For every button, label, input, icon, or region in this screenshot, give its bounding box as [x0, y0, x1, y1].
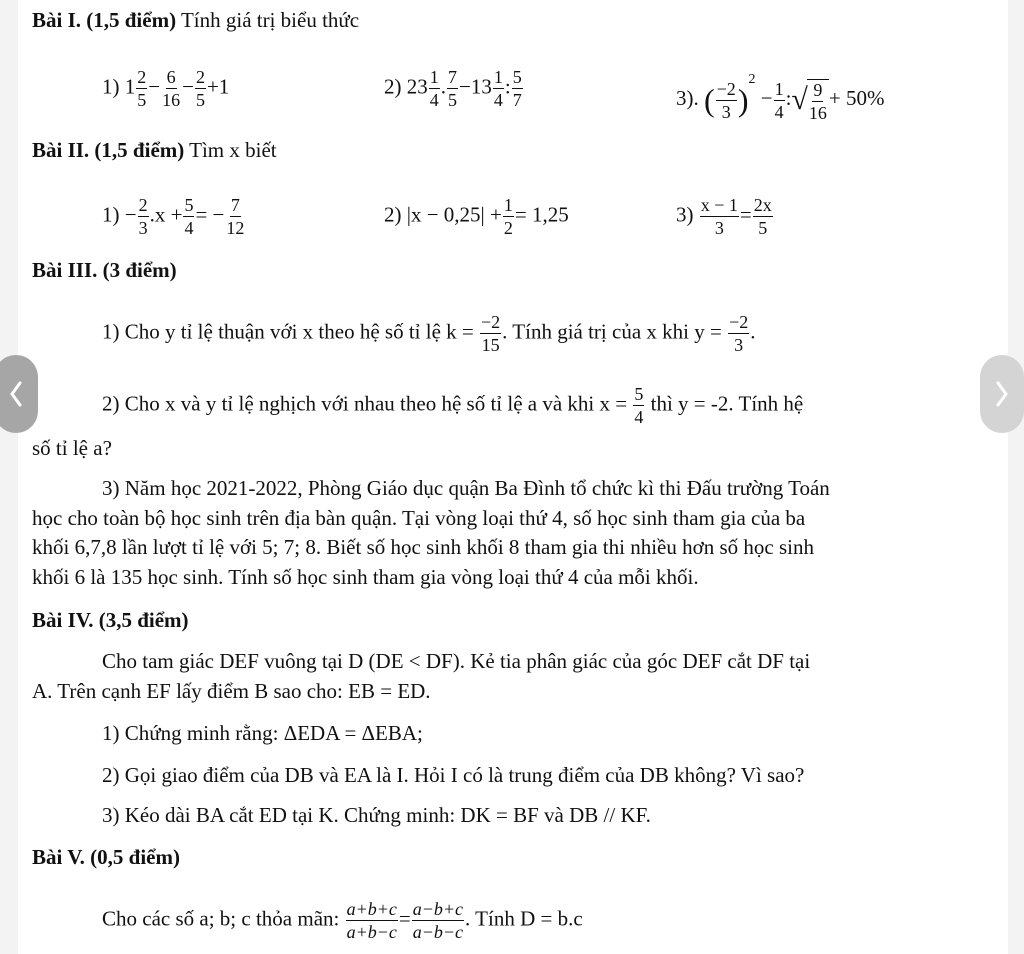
exercise-1-part-1: 1) 1 $\frac{2}{5}$ − $\frac{6}{16}$ − $\frac{2}{5}$ +1 [102, 67, 230, 110]
exercise-5-statement: Cho các số a; b; c thỏa mãn: $\frac{a+b+c}{a+b-c}$ = $\frac{a-b+c}{a-b-c}$ . Tính D = b.c [102, 899, 583, 942]
exercise-1-part-3: 3). ( $\frac{-2}{3}$ )$^2$ − $\frac{1}{4}$ : √ $\frac{9}{16}$ + 50% [676, 72, 885, 123]
part-number: 2) [384, 74, 402, 99]
exercise-4-heading: Bài IV. (3,5 điểm) [32, 608, 189, 632]
fraction: $\frac{5}{4}$ [634, 384, 644, 427]
fraction: $\frac{-2}{3}$ [729, 312, 749, 355]
fraction: $\frac{1}{2}$ [503, 195, 513, 238]
exercise-2-title: Tìm x biết [189, 138, 277, 162]
exercise-1-part-2: 2) 23 $\frac{1}{4}$ . $\frac{7}{5}$ −13 $\frac{1}{4}$ : $\frac{5}{7}$ [384, 67, 522, 110]
fraction: $\frac{1}{4}$ [429, 67, 439, 110]
exercise-1-header [32, 8, 359, 32]
square-root: √ $\frac{9}{16}$ [791, 79, 827, 123]
exercise-3-part-1: 1) Cho y tỉ lệ thuận với x theo hệ số tỉ lệ k = $\frac{-2}{15}$ . Tính giá trị của x khi y = $\frac{-2}{3}$ . [102, 312, 756, 355]
part-number: 1) [102, 74, 120, 99]
fraction: $\frac{6}{16}$ [162, 67, 181, 110]
fraction: $\frac{x - 1}{3}$ [700, 195, 738, 238]
exercise-2-part-2: 2) |x − 0,25| + $\frac{1}{2}$ = 1,25 [384, 195, 569, 238]
document-page [18, 0, 1008, 954]
exercise-4-intro: Cho tam giác DEF vuông tại D (DE < DF). Kẻ tia phân giác của góc DEF cắt DF tại A. Trên cạnh EF lấy điểm B sao cho: EB = ED. [32, 649, 811, 703]
exercise-2-heading: Bài II. (1,5 điểm) [32, 138, 185, 162]
part-number: 3). [676, 86, 699, 110]
fraction: $\frac{2}{3}$ [138, 195, 148, 238]
fraction: $\frac{7}{12}$ [226, 195, 245, 238]
fraction: $\frac{5}{4}$ [184, 195, 194, 238]
exercise-3-part-2-continued: số tỉ lệ a? [32, 436, 112, 460]
exercise-2-part-1: 1) − $\frac{2}{3}$ .x + $\frac{5}{4}$ = − $\frac{7}{12}$ [102, 195, 245, 238]
exercise-3-heading: Bài III. (3 điểm) [32, 258, 177, 282]
exercise-1-heading: Bài I. (1,5 điểm) [32, 8, 177, 32]
exercise-5-heading: Bài V. (0,5 điểm) [32, 845, 180, 869]
exercise-3-part-2: 2) Cho x và y tỉ lệ nghịch với nhau theo hệ số tỉ lệ a và khi x = $\frac{5}{4}$ thì y = -2. Tính hệ [102, 384, 804, 427]
fraction: $\frac{a+b+c}{a+b-c}$ [346, 899, 397, 942]
fraction: $\frac{1}{4}$ [774, 78, 784, 122]
fraction: $\frac{2}{5}$ [137, 67, 147, 110]
exercise-3-part-3: 3) Năm học 2021-2022, Phòng Giáo dục quận Ba Đình tổ chức kì thi Đấu trường Toán học cho toàn bộ học sinh trên địa bàn quận. Tại vòng loại thứ 4, số học sinh tham gia của ba khối 6,7,8 lần lượt tỉ lệ với 5; 7; 8. Biết số học sinh khối 8 tham gia thi nhiều hơn số học sinh khối 6 là 135 học sinh. Tính số học sinh tham gia vòng loại thứ 4 của mỗi khối. [32, 476, 830, 589]
fraction: $\frac{7}{5}$ [448, 67, 457, 110]
fraction: $\frac{5}{7}$ [512, 67, 522, 110]
fraction: $\frac{-2}{15}$ [481, 312, 501, 355]
part-number: 3) [676, 202, 694, 227]
next-page-button[interactable] [980, 355, 1024, 433]
previous-page-button[interactable] [0, 355, 38, 433]
exercise-2-header [32, 138, 277, 162]
fraction: $\frac{1}{4}$ [493, 67, 503, 110]
exercise-4-question-1: 1) Chứng minh rằng: ΔEDA = ΔEBA; [102, 721, 423, 745]
chevron-right-icon [980, 355, 1024, 433]
part-number: 2) [384, 202, 402, 227]
fraction: $\frac{2x}{5}$ [753, 195, 772, 238]
exercise-2-part-3: 3) $\frac{x - 1}{3}$ = $\frac{2x}{5}$ [676, 195, 772, 238]
exercise-4-question-2: 2) Gọi giao điểm của DB và EA là I. Hỏi I có là trung điểm của DB không? Vì sao? [102, 763, 805, 787]
exercise-1-title: Tính giá trị biểu thức [180, 8, 360, 32]
exercise-4-question-3: 3) Kéo dài BA cắt ED tại K. Chứng minh: DK = BF và DB // KF. [102, 803, 651, 827]
fraction: $\frac{9}{16}$ [808, 79, 827, 123]
fraction: $\frac{-2}{3}$ [716, 78, 736, 122]
fraction: $\frac{a-b+c}{a-b-c}$ [412, 899, 464, 942]
part-number: 1) [102, 202, 120, 227]
whole-number: 1 [124, 74, 136, 99]
fraction: $\frac{2}{5}$ [195, 67, 205, 110]
chevron-left-icon [0, 355, 38, 433]
